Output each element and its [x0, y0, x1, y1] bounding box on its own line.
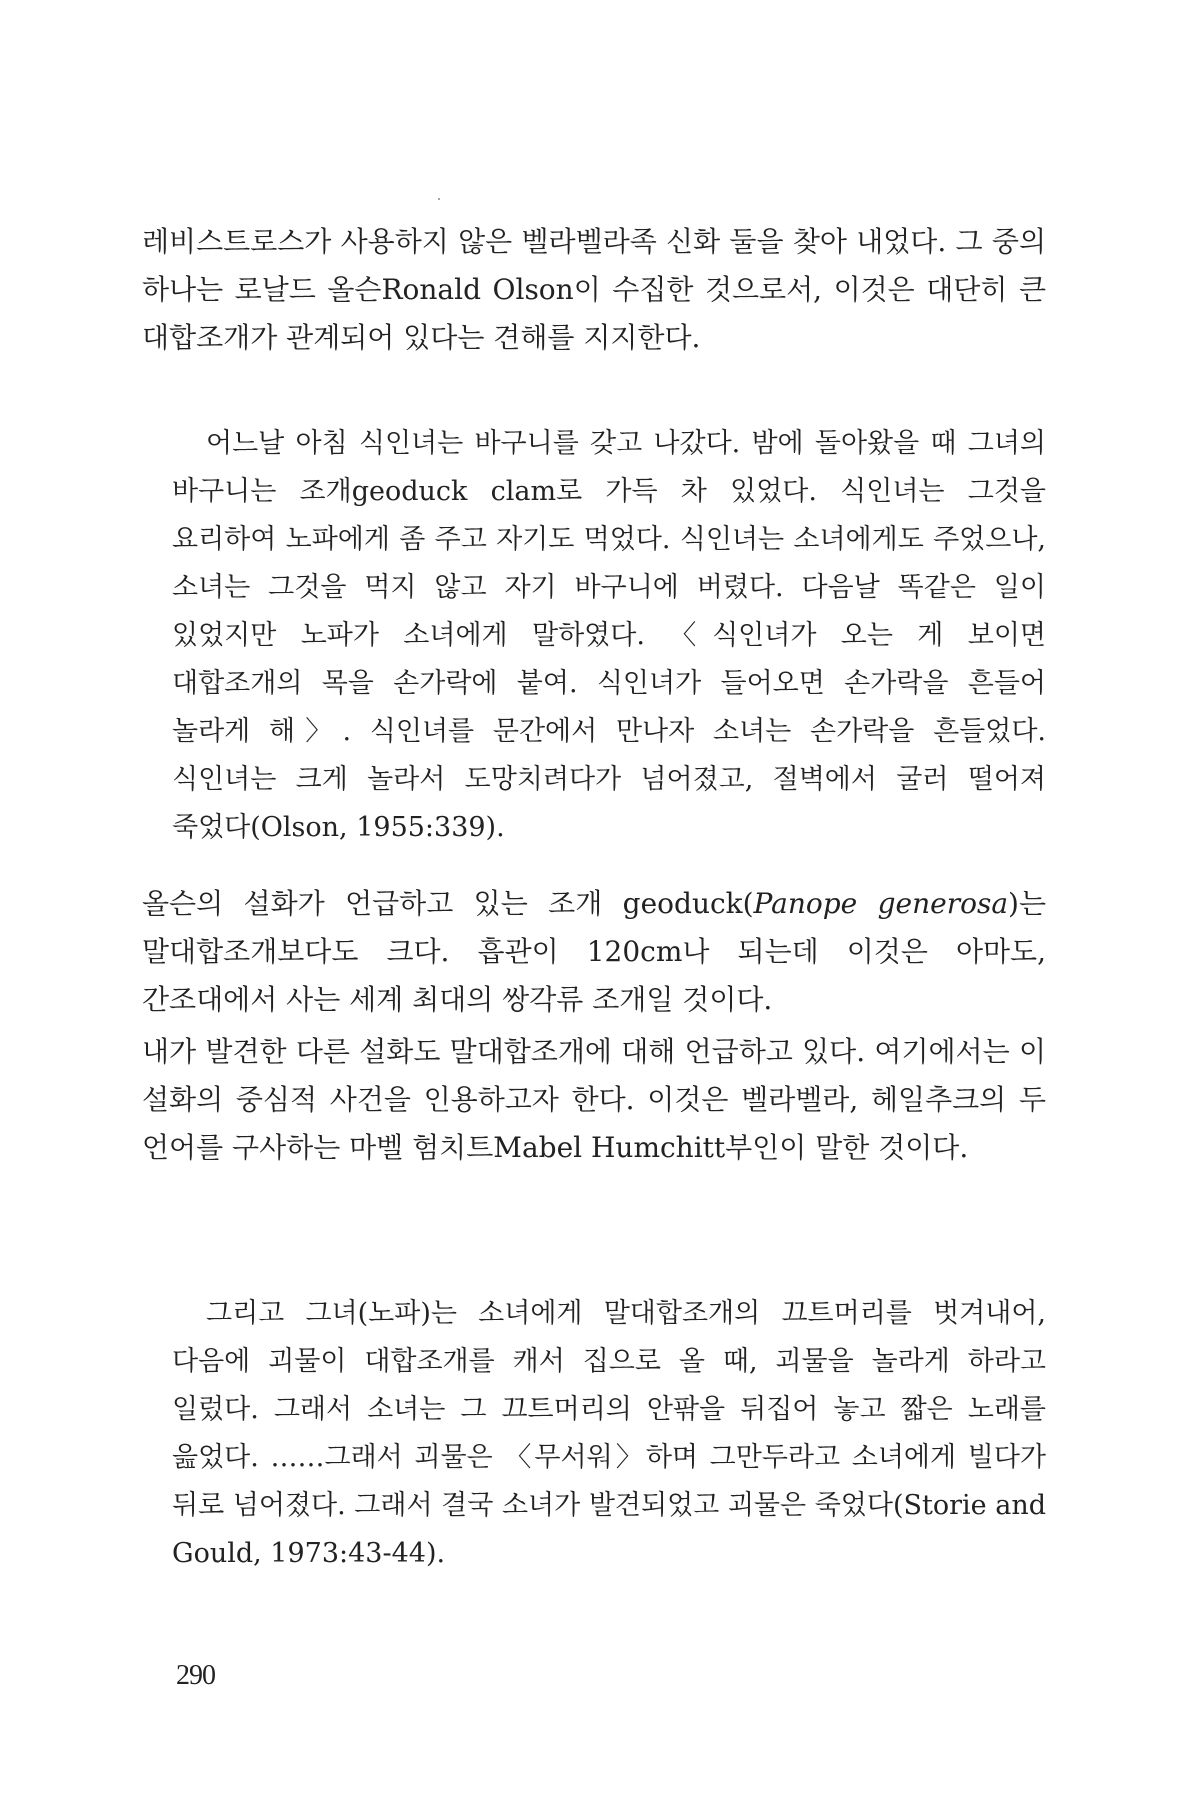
quote-1: 어느날 아침 식인녀는 바구니를 갖고 나갔다. 밤에 돌아왔을 때 그녀의 바구니는 조개geoduck clam로 가득 차 있었다. 식인녀는 그것을 요리하여 노파에게 좀 주고 자기도 먹었다. 식인녀는 소녀에게도 주었으나, 소녀는 그것을 먹지 않고 자기 바구니에 버렸다. 다음날 똑같은 일이 있었지만 노파가 소녀에게 말하였다. 〈식인녀가 오는 게 보이면 대합조개의 목을 손가락에 붙여. 식인녀가 들어오면 손가락을 흔들어 놀라게 해〉. 식인녀를 문간에서 만나자 소녀는 손가락을 흔들었다. 식인녀는 크게 놀라서 도망치려다가 넘어졌고, 절벽에서 굴러 떨어져 죽었다(Olson, 1955:339).	[172, 428, 1046, 843]
paragraph-2	[142, 880, 1046, 1024]
species-name: Panope generosa	[753, 887, 1009, 920]
quote-2: 그리고 그녀(노파)는 소녀에게 말대합조개의 끄트머리를 벗겨내어, 다음에 괴물이 대합조개를 캐서 집으로 올 때, 괴물을 놀라게 하라고 일렀다. 그래서 소녀는 그 끄트머리의 안팎을 뒤집어 놓고 짧은 노래를 읊었다. ……그래서 괴물은 〈무서워〉하며 그만두라고 소녀에게 빌다가 뒤로 넘어졌다. 그래서 결국 소녀가 발견되었고 괴물은 죽었다(Storie and Gould, 1973:43-44).	[172, 1298, 1046, 1569]
page-number: 290	[176, 1660, 215, 1691]
paragraph-2-text-a: 올슨의 설화가 언급하고 있는 조개 geoduck(	[142, 887, 754, 920]
paragraph-2-text-b: )는 말대합조개보다도 크다. 흡관이 120cm나 되는데 이것은 아마도, 간조대에서 사는 세계 최대의 쌍각류 조개일 것이다.	[142, 887, 1046, 1016]
paragraph-1: 레비스트로스가 사용하지 않은 벨라벨라족 신화 둘을 찾아 내었다. 그 중의 하나는 로날드 올슨Ronald Olson이 수집한 것으로서, 이것은 대단히 큰 대합조개가 관계되어 있다는 견해를 지지한다.	[142, 225, 1046, 354]
speck	[438, 198, 440, 200]
paragraph-3: 내가 발견한 다른 설화도 말대합조개에 대해 언급하고 있다. 여기에서는 이 설화의 중심적 사건을 인용하고자 한다. 이것은 벨라벨라, 헤일추크의 두 언어를 구사하는 마벨 험치트Mabel Humchitt부인이 말한 것이다.	[142, 1035, 1046, 1164]
